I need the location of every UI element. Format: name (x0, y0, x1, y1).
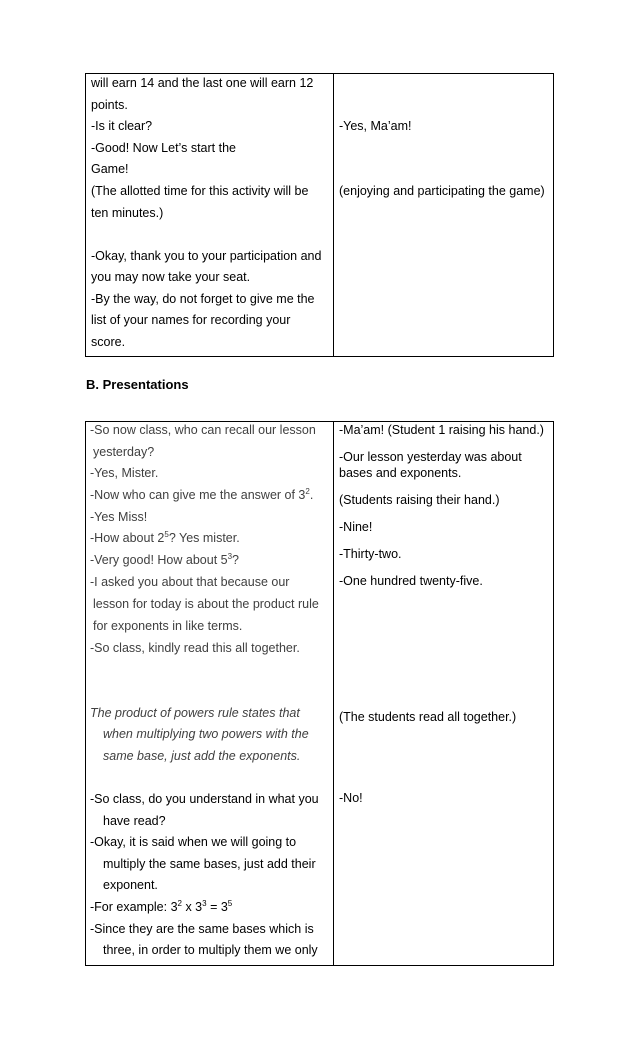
teacher-line: -Okay, thank you to your participation and (91, 249, 322, 263)
student-line: -Ma’am! (Student 1 raising his hand.) (339, 423, 544, 437)
column-divider (333, 74, 334, 356)
teacher-line: -So now class, who can recall our lesson (90, 423, 316, 437)
teacher-line: score. (91, 335, 126, 349)
teacher-line: -Yes, Mister. (90, 466, 159, 480)
student-line: -No! (339, 791, 363, 805)
teacher-line: yesterday? (93, 445, 155, 459)
teacher-line: -So class, do you understand in what you (90, 792, 319, 806)
teacher-line: Game! (91, 162, 129, 176)
teacher-line: -Very good! How about $5^3$? (90, 551, 239, 567)
student-line: (Students raising their hand.) (339, 493, 500, 507)
teacher-line: multiply the same bases, just add their (103, 857, 316, 871)
teacher-line: -I asked you about that because our (90, 575, 290, 589)
teacher-line: -Yes Miss! (90, 510, 148, 524)
teacher-line: -Now who can give me the answer of $3^2$. (90, 486, 314, 502)
student-line: -One hundred twenty-five. (339, 574, 483, 588)
rule-quote: when multiplying two powers with the (103, 727, 309, 741)
student-line: bases and exponents. (339, 466, 462, 480)
student-line: (The students read all together.) (339, 710, 517, 724)
teacher-line: three, in order to multiply them we only (103, 943, 318, 957)
rule-quote: same base, just add the exponents. (103, 749, 301, 763)
section-heading: B. Presentations (86, 377, 189, 392)
teacher-line: have read? (103, 814, 166, 828)
column-divider (333, 422, 334, 965)
teacher-line: -Since they are the same bases which is (90, 922, 314, 936)
teacher-line: you may now take your seat. (91, 270, 251, 284)
teacher-line: will earn 14 and the last one will earn 12 (91, 76, 314, 90)
teacher-line: ten minutes.) (91, 206, 164, 220)
teacher-line: -Okay, it is said when we will going to (90, 835, 297, 849)
teacher-line: -So class, kindly read this all together. (90, 641, 300, 655)
student-line: -Our lesson yesterday was about (339, 450, 522, 464)
rule-quote: The product of powers rule states that (90, 706, 300, 720)
student-line: -Thirty-two. (339, 547, 402, 561)
teacher-line: -How about $2^5$? Yes mister. (90, 529, 240, 545)
teacher-line: lesson for today is about the product rule (93, 597, 319, 611)
teacher-line: -Is it clear? (91, 119, 153, 133)
teacher-line: -By the way, do not forget to give me the (91, 292, 315, 306)
teacher-line: (The allotted time for this activity will be (91, 184, 309, 198)
teacher-line: -Good! Now Let’s start the (91, 141, 236, 155)
student-line: -Yes, Ma’am! (339, 119, 412, 133)
teacher-line: list of your names for recording your (91, 313, 291, 327)
teacher-line: -For example: $3^2$ x $3^3 = 3^5$ (90, 898, 233, 914)
teacher-line: exponent. (103, 878, 158, 892)
teacher-line: points. (91, 98, 128, 112)
student-line: -Nine! (339, 520, 373, 534)
student-line: (enjoying and participating the game) (339, 184, 545, 198)
teacher-line: for exponents in like terms. (93, 619, 243, 633)
